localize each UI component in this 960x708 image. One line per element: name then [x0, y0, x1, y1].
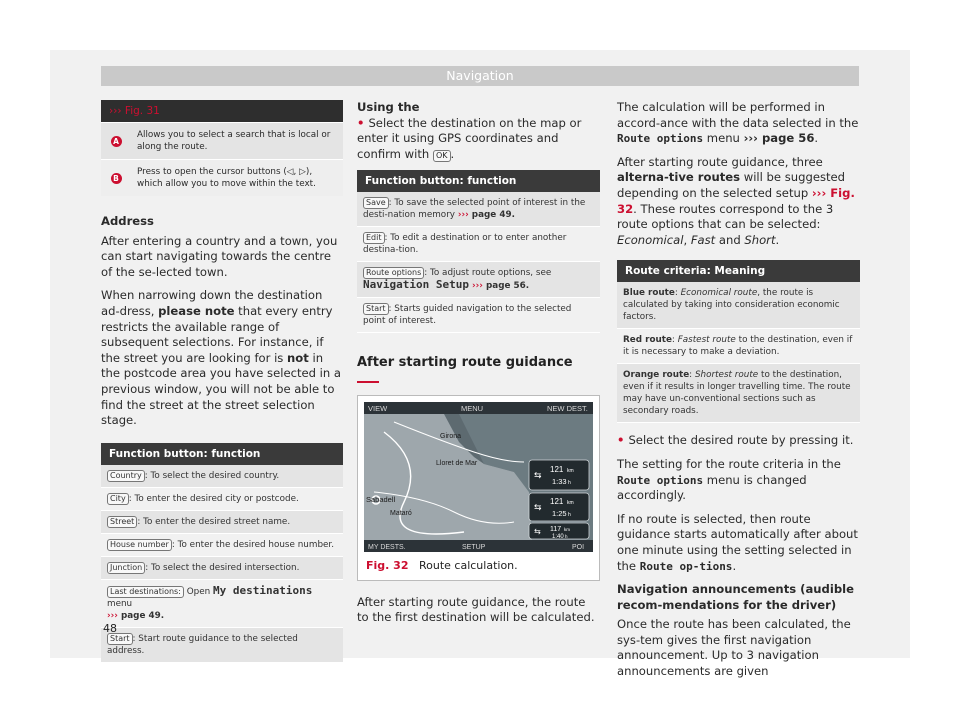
- view-button[interactable]: VIEW: [368, 403, 388, 413]
- junction-key[interactable]: Junction: [107, 562, 145, 574]
- route-option-icon: ⇆: [534, 526, 541, 536]
- house-number-key[interactable]: House number: [107, 539, 172, 551]
- after-paragraph: After starting route guidance, the route to the first destination will be calculated.: [357, 594, 595, 625]
- section-title: After starting route guidance: [357, 355, 573, 371]
- legend-letter-b: B: [111, 173, 122, 184]
- table-row: Route options : To adjust route options, see Navigation Setup ››› page 56.: [357, 262, 600, 298]
- column-left: [101, 100, 343, 663]
- route-options-key[interactable]: Route options: [363, 267, 424, 279]
- figure-caption: Fig. 32 Route calculation.: [366, 558, 518, 572]
- svg-text:h: h: [565, 533, 568, 539]
- table-row: Edit : To edit a destination or to enter another destina-tion.: [357, 227, 600, 262]
- route-option-3[interactable]: [529, 523, 589, 540]
- page-link[interactable]: page 56.: [482, 281, 530, 292]
- using-bullet: • Select the destination on the map or enter it using GPS coordinates and confirm with OK .: [357, 115, 582, 161]
- auto-start-paragraph: If no route is selected, then route guidance starts automatically after about one minute using the setting selected in the Route op-tions.: [617, 511, 858, 573]
- table-row: Blue route: Economical route, the route is calculated by taking into consideration economic factors.: [617, 282, 860, 329]
- address-heading: Address: [101, 214, 154, 228]
- table-row: Junction : To select the desired intersection.: [101, 557, 343, 580]
- table-row: Red route: Fastest route to the destination, even if it is necessary to make a deviation.: [617, 329, 860, 364]
- figure-reference-header[interactable]: ››› Fig. 31: [101, 100, 343, 122]
- table-row: Start : Starts guided navigation to the selected point of interest.: [357, 298, 600, 333]
- nav-screen-image: [364, 402, 593, 556]
- using-heading: Using the: [357, 100, 420, 114]
- poi-button[interactable]: POI: [572, 543, 585, 551]
- select-route-bullet: • Select the desired route by pressing it.: [617, 433, 854, 448]
- function-table-title: Function button: function: [101, 443, 343, 465]
- legend-row-a: [101, 122, 343, 159]
- legend-row-b: [101, 159, 343, 196]
- svg-text:h: h: [568, 511, 571, 518]
- route-option-2[interactable]: [529, 493, 589, 521]
- svg-text:km: km: [564, 526, 570, 532]
- table-row: City : To enter the desired city or postcode.: [101, 488, 343, 511]
- table-row: Save : To save the selected point of interest in the desti-nation memory ››› page 49.: [357, 192, 600, 227]
- place-sabadell: Sabadell: [366, 494, 396, 504]
- figure-link[interactable]: ››› Fig. 32: [617, 185, 855, 216]
- table-row: House number : To enter the desired house number.: [101, 534, 343, 557]
- image-code: B5F-0795: [559, 550, 577, 556]
- save-key[interactable]: Save: [363, 197, 389, 209]
- my-dests-button[interactable]: MY DESTS.: [368, 543, 406, 551]
- route-option-icon: ⇆: [534, 502, 542, 513]
- street-key[interactable]: Street: [107, 516, 137, 528]
- start-key[interactable]: Start: [107, 633, 133, 645]
- figure-32: [357, 395, 600, 581]
- route-option-icon: ⇆: [534, 470, 542, 481]
- ok-key[interactable]: OK: [433, 150, 451, 162]
- country-key[interactable]: Country: [107, 470, 145, 482]
- route-option-1[interactable]: [529, 460, 589, 490]
- page-link[interactable]: ››› page 56: [743, 131, 815, 146]
- table-row: Orange route: Shortest route to the destination, even if it results in longer travelling time. The route may have un-conventional sections such as secondary roads.: [617, 364, 860, 423]
- page-link[interactable]: page 49.: [117, 610, 165, 621]
- table-row: Country : To select the desired country.: [101, 465, 343, 488]
- svg-text:1:40: 1:40: [552, 533, 564, 540]
- svg-text:1:33: 1:33: [552, 476, 567, 486]
- edit-key[interactable]: Edit: [363, 232, 385, 244]
- page-number: 48: [103, 622, 117, 635]
- legend-letter-a: A: [111, 136, 122, 147]
- address-paragraph-1: After entering a country and a town, you can start navigating towards the centre of the se-lected town.: [101, 233, 338, 279]
- function-table-title-2: Function button: function: [357, 170, 600, 192]
- last-destinations-key[interactable]: Last destinations:: [107, 586, 184, 598]
- setting-paragraph: The setting for the route criteria in the Route options menu is changed accordingly.: [617, 456, 841, 503]
- svg-text:121: 121: [550, 496, 564, 506]
- svg-text:117: 117: [550, 525, 562, 533]
- section-divider: [357, 381, 379, 383]
- announcements-heading: Navigation announcements (audible recom-mendations for the driver): [617, 582, 854, 612]
- svg-text:121: 121: [550, 464, 564, 474]
- svg-text:h: h: [568, 479, 571, 486]
- page-link[interactable]: page 49.: [468, 210, 515, 221]
- legend-text-b: Press to open the cursor buttons (◁, ▷), which allow you to move within the text.: [137, 167, 316, 189]
- legend-text-a: Allows you to select a search that is local or along the route.: [137, 130, 331, 152]
- svg-text:1:25: 1:25: [552, 508, 567, 518]
- table-row: Start : Start route guidance to the selected address.: [101, 628, 343, 663]
- start-key-2[interactable]: Start: [363, 303, 389, 315]
- city-key[interactable]: City: [107, 493, 129, 505]
- table-row: Last destinations: Open My destinations menu ››› page 49.: [101, 580, 343, 628]
- route-criteria-title: Route criteria: Meaning: [617, 260, 860, 282]
- chapter-header: Navigation: [101, 66, 859, 86]
- column-right: [617, 100, 860, 688]
- svg-text:km: km: [567, 499, 574, 506]
- announcements-paragraph: Once the route has been calculated, the sys-tem gives the first navigation announcement. Up to 3 navigation announcements are given: [617, 617, 851, 679]
- new-dest-button[interactable]: NEW DEST.: [547, 403, 588, 413]
- address-paragraph-2: When narrowing down the destination ad-dress, please note that every entry restricts the available range of subsequent selections. For instance, if the street you are looking for is not in the postcode area you have selected in a previous window, you will not be able to find the street at the street selection stage.: [101, 288, 342, 428]
- alternative-routes-paragraph: After starting route guidance, three alterna-tive routes will be suggested depending on the selected setup ››› Fig. 32. These routes correspond to the 3 route options that can be selected: Economical, Fast and Short.: [617, 154, 855, 247]
- menu-button[interactable]: MENU: [461, 403, 484, 413]
- place-mataro: Mataró: [390, 509, 412, 517]
- calc-paragraph: The calculation will be performed in accord-ance with the data selected in the Route options menu ››› page 56.: [617, 100, 859, 146]
- column-middle: [357, 100, 600, 634]
- table-row: Street : To enter the desired street name.: [101, 511, 343, 534]
- place-girona: Girona: [440, 432, 462, 440]
- setup-button[interactable]: SETUP: [462, 543, 486, 551]
- place-lloret: Lloret de Mar: [436, 459, 478, 467]
- svg-text:km: km: [567, 467, 574, 474]
